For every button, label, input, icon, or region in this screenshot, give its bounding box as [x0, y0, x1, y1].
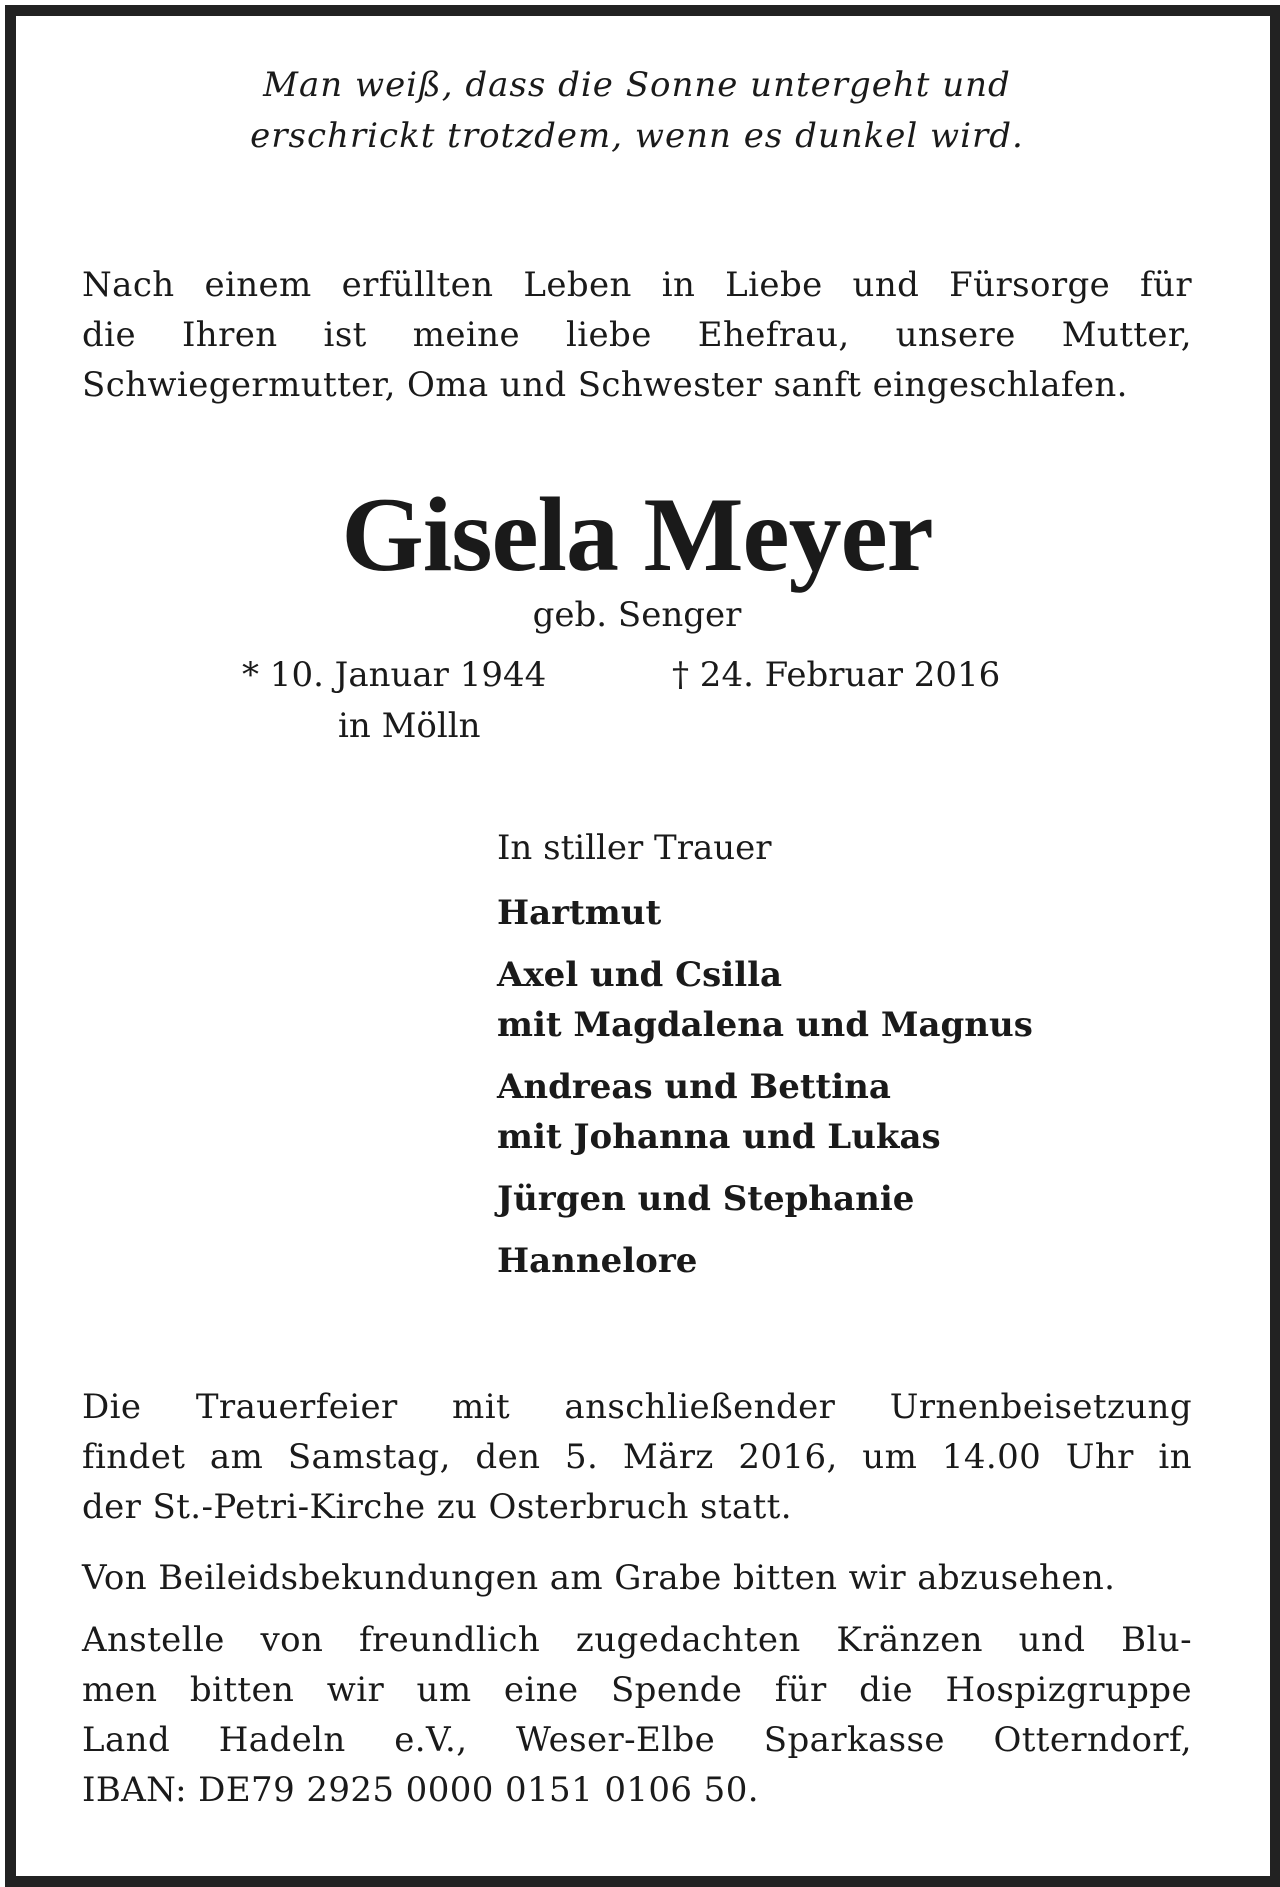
donation-line-1: Anstelle von freundlich zugedachten Kränzen und Blu-	[82, 1620, 1192, 1660]
mourner-name: Andreas und Bettina	[497, 1067, 891, 1107]
motto-line-2: erschrickt trotzdem, wenn es dunkel wird.	[250, 116, 1024, 156]
intro-line-2: die Ihren ist meine liebe Ehefrau, unsere Mutter,	[82, 315, 1192, 355]
donation-paragraph	[82, 1615, 1192, 1815]
funeral-line-2: findet am Samstag, den 5. März 2016, um 14.00 Uhr in	[82, 1437, 1192, 1477]
donation-line-3: Land Hadeln e.V., Weser-Elbe Sparkasse Otterndorf,	[82, 1720, 1192, 1760]
mourner-name: Hartmut	[497, 893, 662, 933]
birth-place: in Mölln	[338, 706, 481, 746]
mourner-group	[497, 1062, 1197, 1162]
donation-line-2: men bitten wir um eine Spende für die Hospizgruppe	[82, 1670, 1192, 1710]
mourner-group	[497, 1236, 1197, 1286]
donation-line-4: IBAN: DE79 2925 0000 0151 0106 50.	[82, 1770, 759, 1810]
mourner-name: mit Magdalena und Magnus	[497, 1005, 1033, 1045]
mourners-heading: In stiller Trauer	[497, 828, 772, 868]
maiden-name: geb. Senger	[532, 595, 742, 635]
mourner-name: Hannelore	[497, 1241, 698, 1281]
intro-paragraph	[82, 260, 1192, 410]
condolences-line: Von Beileidsbekundungen am Grabe bitten wir abzusehen.	[82, 1558, 1116, 1598]
deceased-name: Gisela Meyer	[341, 476, 933, 593]
condolences-paragraph	[82, 1553, 1192, 1603]
motto-quote	[82, 60, 1192, 162]
intro-line-3: Schwiegermutter, Oma und Schwester sanft eingeschlafen.	[82, 365, 1128, 405]
mourner-name: Jürgen und Stephanie	[497, 1179, 915, 1219]
mourners-block	[497, 822, 1197, 1298]
motto-line-1: Man weiß, dass die Sonne untergeht und	[263, 65, 1011, 105]
birth-date: * 10. Januar 1944	[242, 655, 547, 695]
funeral-line-3: der St.-Petri-Kirche zu Osterbruch statt.	[82, 1487, 792, 1527]
mourner-group	[497, 1174, 1197, 1224]
mourner-group	[497, 950, 1197, 1050]
intro-line-1: Nach einem erfüllten Leben in Liebe und Fürsorge für	[82, 265, 1192, 305]
mourner-group	[497, 888, 1197, 938]
funeral-line-1: Die Trauerfeier mit anschließender Urnenbeisetzung	[82, 1387, 1192, 1427]
mourner-name: Axel und Csilla	[497, 955, 783, 995]
mourner-name: mit Johanna und Lukas	[497, 1117, 941, 1157]
funeral-paragraph	[82, 1382, 1192, 1532]
death-date: † 24. Februar 2016	[672, 655, 1001, 695]
